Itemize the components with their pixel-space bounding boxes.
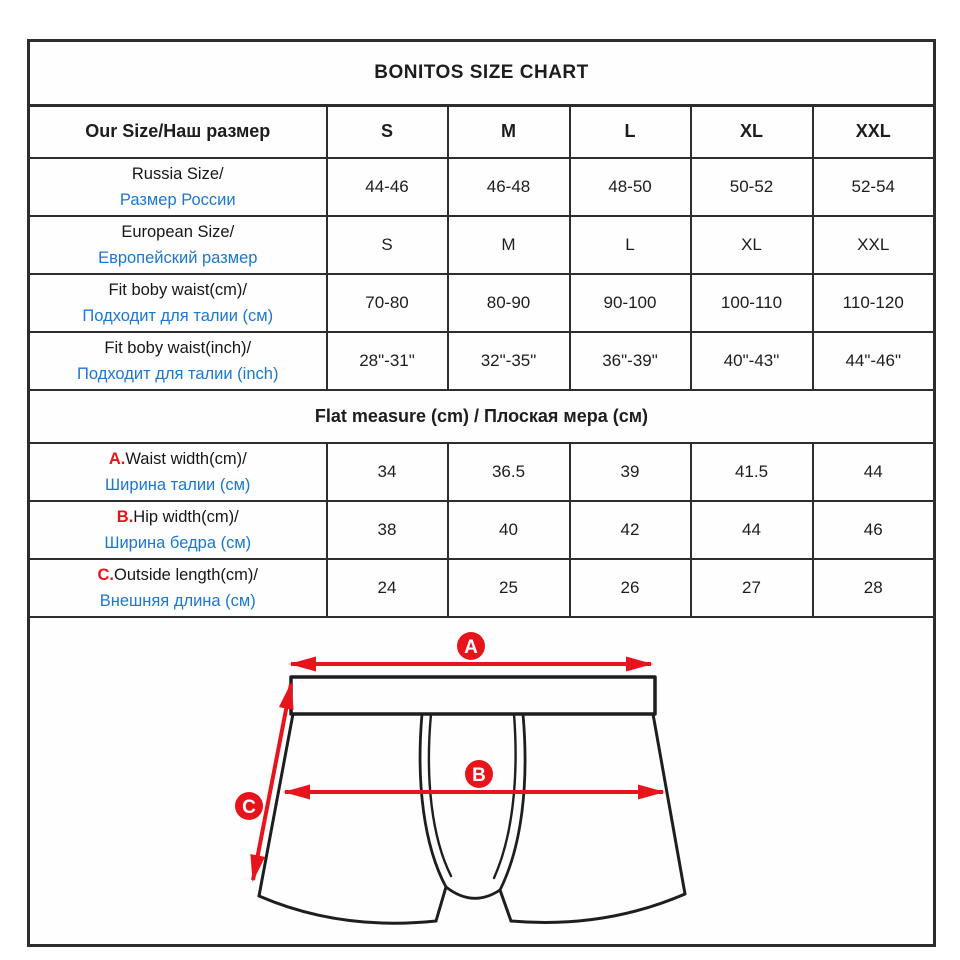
value-cell: 80-90 — [448, 274, 570, 332]
value-cell: 36.5 — [448, 443, 570, 501]
row-label-russia-size — [29, 158, 327, 216]
fit-waist-inch-row — [29, 332, 935, 390]
value-cell: 24 — [327, 559, 448, 617]
row-label-en: Outside length(cm)/ — [114, 565, 258, 584]
right-inner-leg — [500, 890, 511, 921]
row-label-en: Russia Size/ — [131, 164, 224, 183]
flat-measure-section-row — [29, 390, 935, 443]
row-label-ru: Подходит для талии (см) — [82, 306, 274, 325]
value-cell: 46 — [813, 501, 935, 559]
row-label-en: Waist width(cm)/ — [125, 449, 247, 468]
value-cell: 36"-39" — [570, 332, 691, 390]
right-side-seam — [653, 714, 685, 894]
value-cell: 27 — [691, 559, 813, 617]
value-cell: 40 — [448, 501, 570, 559]
russia-size-row — [29, 158, 935, 216]
outside-length-row — [29, 559, 935, 617]
row-label-ru: Внешняя длина (см) — [99, 591, 256, 610]
value-cell: 41.5 — [691, 443, 813, 501]
value-cell: 44-46 — [327, 158, 448, 216]
value-cell: 28 — [813, 559, 935, 617]
row-label-ru: Подходит для талии (inch) — [77, 364, 279, 383]
measure-letter-c: C. — [97, 565, 114, 584]
measure-label-line — [34, 562, 322, 588]
measure-label-line — [34, 446, 322, 472]
value-cell: M — [448, 216, 570, 274]
header-size-s: S — [327, 106, 448, 158]
badge-b-label: B — [471, 765, 486, 787]
header-size-l: L — [570, 106, 691, 158]
row-label-en: Fit boby waist(inch)/ — [104, 338, 252, 357]
row-label-waist-width — [29, 443, 327, 501]
value-cell: 46-48 — [448, 158, 570, 216]
boxer-outline — [259, 677, 685, 923]
header-size-xxl: XXL — [813, 106, 935, 158]
value-cell: 40"-43" — [691, 332, 813, 390]
header-size-m: M — [448, 106, 570, 158]
waistband-shape — [291, 677, 655, 714]
value-cell: 26 — [570, 559, 691, 617]
value-cell: 32"-35" — [448, 332, 570, 390]
hip-width-row — [29, 501, 935, 559]
european-size-row — [29, 216, 935, 274]
measure-letter-b: B. — [116, 507, 134, 526]
value-cell: 90-100 — [570, 274, 691, 332]
value-cell: 44 — [691, 501, 813, 559]
pouch-inner-seam — [428, 714, 515, 878]
measure-letter-a: A. — [108, 449, 126, 468]
value-cell: 39 — [570, 443, 691, 501]
value-cell: 44 — [813, 443, 935, 501]
chart-title: BONITOS SIZE CHART — [29, 41, 935, 106]
size-header-row — [29, 106, 935, 158]
row-label-en: Fit boby waist(cm)/ — [108, 280, 247, 299]
row-label-ru: Европейский размер — [98, 248, 258, 267]
measure-label-line — [34, 504, 322, 530]
value-cell: 48-50 — [570, 158, 691, 216]
row-label-ru: Размер России — [119, 190, 236, 209]
header-size-xl: XL — [691, 106, 813, 158]
title-row — [29, 41, 935, 106]
row-label-ru: Ширина талии (см) — [105, 475, 251, 494]
row-label-outside-length — [29, 559, 327, 617]
value-cell: 25 — [448, 559, 570, 617]
left-side-seam — [259, 714, 293, 896]
value-cell: 110-120 — [813, 274, 935, 332]
badge-c-label: C — [241, 797, 256, 819]
row-label-ru: Ширина бедра (см) — [104, 533, 252, 552]
value-cell: S — [327, 216, 448, 274]
value-cell: 50-52 — [691, 158, 813, 216]
row-label-en: Hip width(cm)/ — [133, 507, 239, 526]
badge-a-label: A — [463, 637, 478, 659]
flat-measure-header: Flat measure (cm) / Плоская мера (см) — [29, 390, 935, 443]
value-cell: 42 — [570, 501, 691, 559]
measure-c-arrow — [253, 684, 291, 880]
right-leg-hem — [511, 894, 685, 922]
waist-width-row — [29, 443, 935, 501]
value-cell: 100-110 — [691, 274, 813, 332]
diagram-row — [29, 617, 935, 946]
value-cell: L — [570, 216, 691, 274]
row-label-fit-waist-cm — [29, 274, 327, 332]
measurement-diagram-cell — [29, 617, 935, 946]
value-cell: 38 — [327, 501, 448, 559]
value-cell: 44"-46" — [813, 332, 935, 390]
header-our-size: Our Size/Наш размер — [29, 106, 327, 158]
left-inner-leg — [436, 887, 446, 921]
row-label-fit-waist-inch — [29, 332, 327, 390]
row-label-hip-width — [29, 501, 327, 559]
pouch-outer-seam — [420, 714, 525, 898]
value-cell: XL — [691, 216, 813, 274]
value-cell: 34 — [327, 443, 448, 501]
value-cell: XXL — [813, 216, 935, 274]
value-cell: 28"-31" — [327, 332, 448, 390]
row-label-en: European Size/ — [121, 222, 235, 241]
fit-waist-cm-row — [29, 274, 935, 332]
measurement-diagram — [32, 618, 932, 943]
value-cell: 52-54 — [813, 158, 935, 216]
value-cell: 70-80 — [327, 274, 448, 332]
left-leg-hem — [259, 896, 436, 923]
size-chart-table — [27, 39, 936, 947]
row-label-european-size — [29, 216, 327, 274]
